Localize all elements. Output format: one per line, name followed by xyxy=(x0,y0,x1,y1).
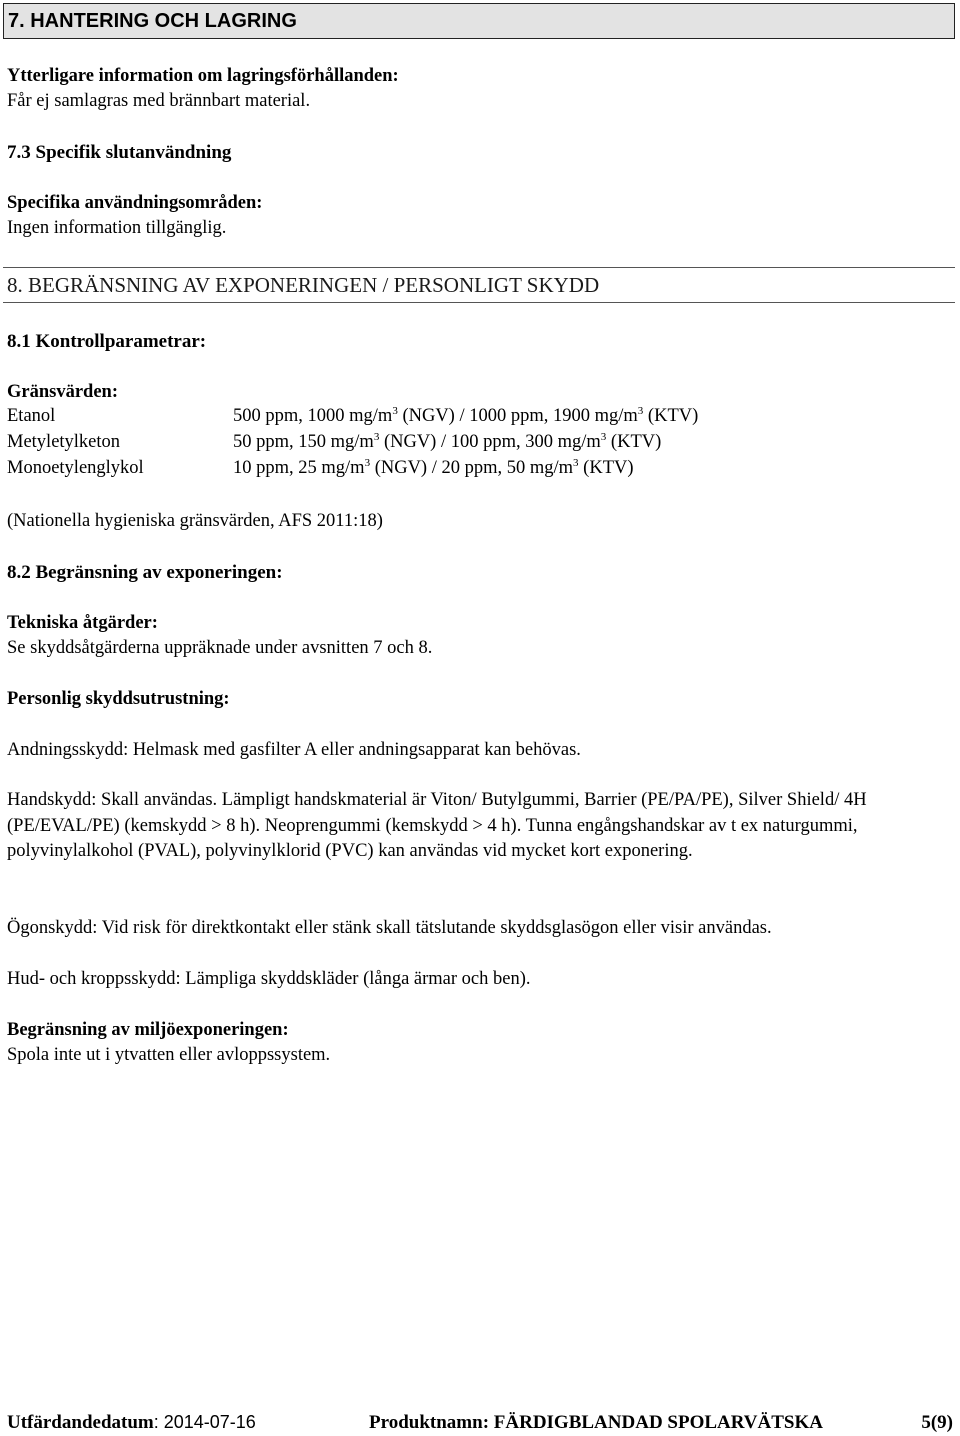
respiratory-protection: Andningsskydd: Helmask med gasfilter A eller andningsapparat kan behövas. xyxy=(7,740,581,760)
technical-measures-text: Se skyddsåtgärderna uppräknade under avsnitten 7 och 8. xyxy=(7,638,433,658)
eye-protection: Ögonskydd: Vid risk för direktkontakt eller stänk skall tätslutande skyddsglasögon eller visir användas. xyxy=(7,918,772,938)
environmental-exposure-heading: Begränsning av miljöexponeringen: xyxy=(7,1020,289,1040)
limit-values: 500 ppm, 1000 $mg/m^3$ (NGV) / 1000 ppm, 1900 $mg/m^3$ (KTV) xyxy=(233,404,699,426)
ppe-heading: Personlig skyddsutrustning: xyxy=(7,689,230,709)
subsection-8-1-title: 8.1 Kontrollparametrar: xyxy=(7,331,207,352)
product-name-label: Produktnamn xyxy=(369,1412,483,1433)
section-7-header: 7. HANTERING OCH LAGRING xyxy=(3,3,955,39)
limit-values-table xyxy=(7,404,907,482)
specific-use-heading: Specifika användningsområden: xyxy=(7,193,263,213)
limit-values: 10 ppm, 25 $mg/m^3$ (NGV) / 20 ppm, 50 $mg/m^3$ (KTV) xyxy=(233,456,634,478)
substance-name: Monoetylenglykol xyxy=(7,458,144,478)
limit-row xyxy=(7,404,907,430)
subsection-7-3-title: 7.3 Specifik slutanvändning xyxy=(7,142,232,163)
limit-row xyxy=(7,430,907,456)
limit-values-heading: Gränsvärden: xyxy=(7,382,118,402)
storage-text: Får ej samlagras med brännbart material. xyxy=(7,91,311,111)
skin-protection: Hud- och kroppsskydd: Lämpliga skyddskläder (långa ärmar och ben). xyxy=(7,969,531,989)
page-number: 5(9) xyxy=(921,1412,953,1433)
subsection-8-2-title: 8.2 Begränsning av exponeringen: xyxy=(7,562,283,583)
product-name xyxy=(369,1410,823,1435)
specific-use-text: Ingen information tillgänglig. xyxy=(7,218,227,238)
issue-date-value: : 2014-07-16 xyxy=(153,1412,256,1432)
environmental-exposure-text: Spola inte ut i ytvatten eller avloppssystem. xyxy=(7,1045,331,1065)
substance-name: Etanol xyxy=(7,406,56,426)
section-8-header: 8. BEGRÄNSNING AV EXPONERINGEN / PERSONLIGT SKYDD xyxy=(3,267,955,303)
limit-values-note: (Nationella hygieniska gränsvärden, AFS 2011:18) xyxy=(7,511,383,531)
limit-row xyxy=(7,456,907,482)
page-footer xyxy=(7,1410,953,1434)
issue-date-label: Utfärdandedatum xyxy=(7,1412,154,1433)
limit-values: 50 ppm, 150 $mg/m^3$ (NGV) / 100 ppm, 300 $mg/m^3$ (KTV) xyxy=(233,430,662,452)
product-name-value: : FÄRDIGBLANDAD SPOLARVÄTSKA xyxy=(482,1412,823,1433)
issue-date xyxy=(7,1410,256,1435)
technical-measures-heading: Tekniska åtgärder: xyxy=(7,613,158,633)
storage-heading: Ytterligare information om lagringsförhållanden: xyxy=(7,66,399,86)
substance-name: Metyletylketon xyxy=(7,432,121,452)
hand-protection: Handskydd: Skall användas. Lämpligt handskmaterial är Viton/ Butylgummi, Barrier (PE/PA/PE), Silver Shield/ 4H (PE/EVAL/PE) (kemskydd > 8 h). Neoprengummi (kemskydd > 4 h). Tunna engångshandskar av t ex naturgummi, polyvinylalkohol (PVAL), polyvinylklorid (PVC) kan användas vid mycket kort exponering. xyxy=(7,790,867,861)
